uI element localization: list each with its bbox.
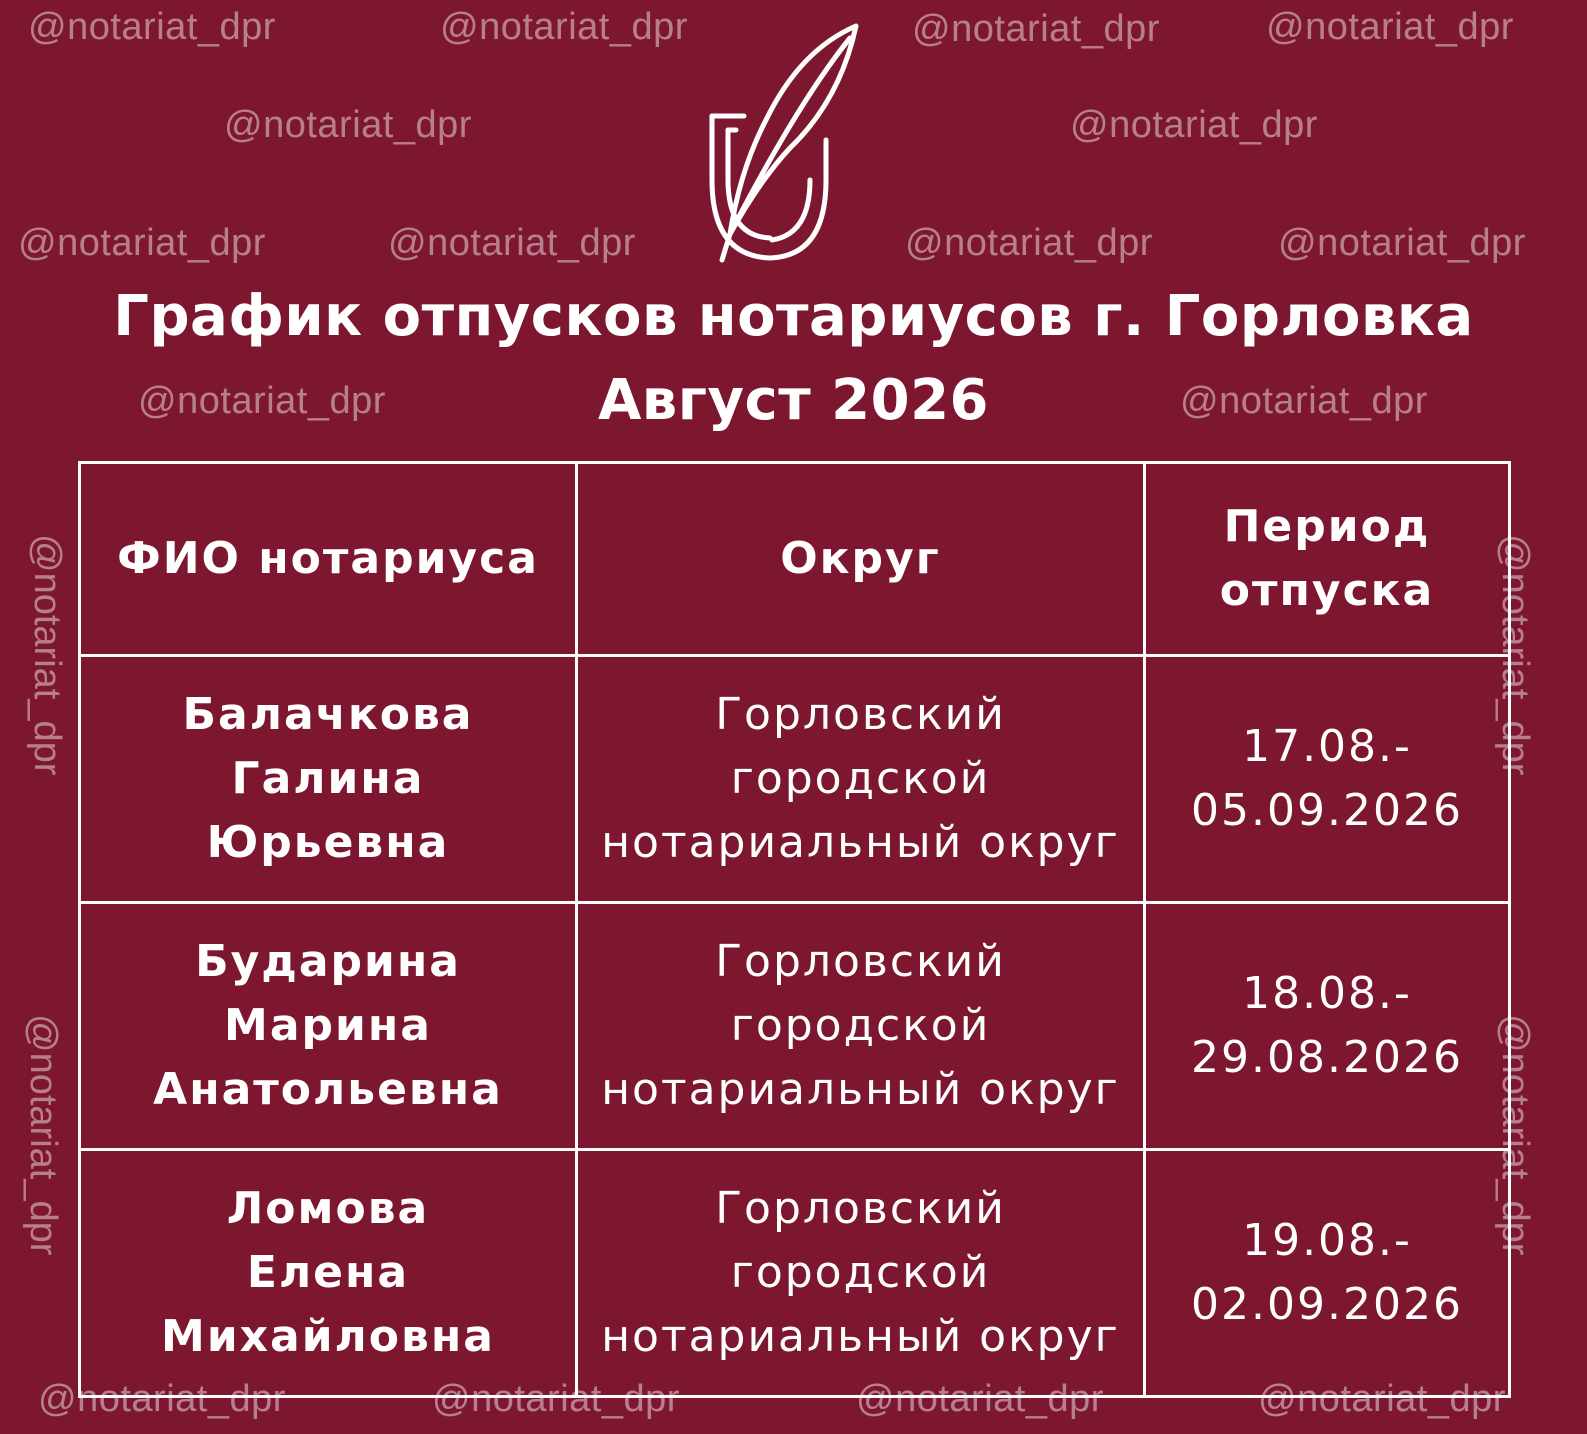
watermark-text: @notariat_dpr (1494, 534, 1536, 776)
watermark-text: @notariat_dpr (1494, 1014, 1536, 1256)
column-header-district: Округ (577, 463, 1145, 656)
watermark-text: @notariat_dpr (22, 1014, 64, 1256)
notary-district: Горловский городской нотариальный округ (577, 903, 1145, 1150)
table-row (80, 1150, 1510, 1397)
watermark-text: @notariat_dpr (856, 1378, 1104, 1420)
page-subtitle: Август 2026 (597, 368, 990, 433)
table-row (80, 656, 1510, 903)
watermark-text: @notariat_dpr (440, 6, 688, 48)
notary-name: Бударина Марина Анатольевна (80, 903, 577, 1150)
watermark-text: @notariat_dpr (912, 8, 1160, 50)
notary-district: Горловский городской нотариальный округ (577, 1150, 1145, 1397)
watermark-text: @notariat_dpr (138, 380, 386, 422)
watermark-text: @notariat_dpr (388, 222, 636, 264)
notary-name: Ломова Елена Михайловна (80, 1150, 577, 1397)
page-title: График отпусков нотариусов г. Горловка (113, 284, 1474, 349)
vacation-period: 19.08.- 02.09.2026 (1145, 1150, 1510, 1397)
watermark-text: @notariat_dpr (1070, 104, 1318, 146)
watermark-text: @notariat_dpr (1278, 222, 1526, 264)
quill-shield-icon (700, 20, 870, 270)
watermark-text: @notariat_dpr (28, 6, 276, 48)
vacation-period: 18.08.- 29.08.2026 (1145, 903, 1510, 1150)
watermark-text: @notariat_dpr (224, 104, 472, 146)
notary-district: Горловский городской нотариальный округ (577, 656, 1145, 903)
column-header-name: ФИО нотариуса (80, 463, 577, 656)
watermark-text: @notariat_dpr (432, 1378, 680, 1420)
watermark-text: @notariat_dpr (1180, 380, 1428, 422)
watermark-text: @notariat_dpr (38, 1378, 286, 1420)
vacation-period: 17.08.- 05.09.2026 (1145, 656, 1510, 903)
watermark-text: @notariat_dpr (26, 534, 68, 776)
watermark-text: @notariat_dpr (1258, 1378, 1506, 1420)
watermark-text: @notariat_dpr (1266, 6, 1514, 48)
vacation-schedule-table (78, 461, 1511, 1398)
table-row (80, 903, 1510, 1150)
column-header-period: Период отпуска (1145, 463, 1510, 656)
table-header-row (80, 463, 1510, 656)
watermark-text: @notariat_dpr (18, 222, 266, 264)
notary-name: Балачкова Галина Юрьевна (80, 656, 577, 903)
watermark-text: @notariat_dpr (905, 222, 1153, 264)
